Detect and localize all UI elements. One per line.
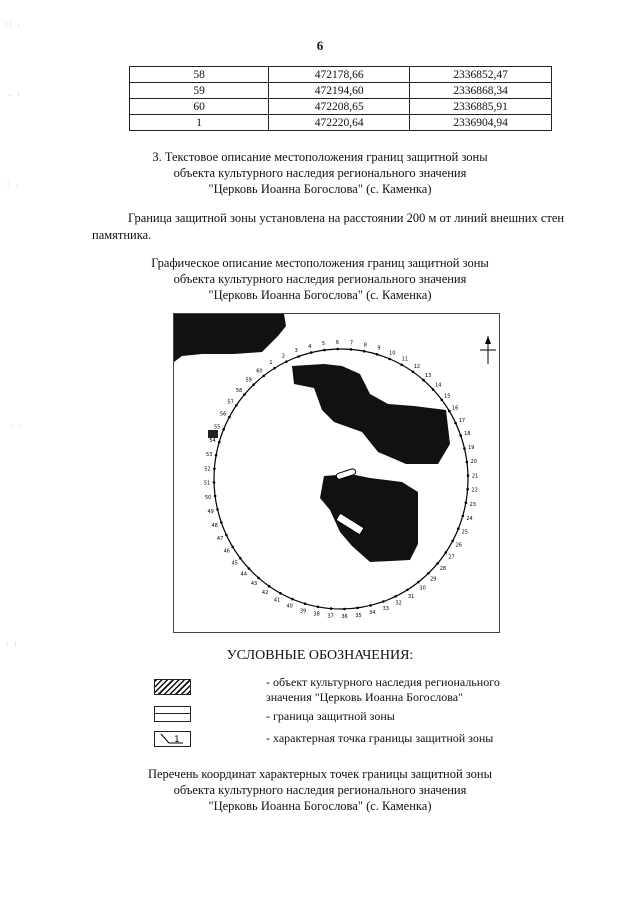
boundary-point-number: 42 [261,589,269,596]
boundary-point-number: 30 [419,585,426,592]
boundary-point-marker [369,604,372,607]
boundary-point-number: 56 [220,411,227,418]
boundary-point-marker [412,371,415,374]
boundary-point-marker [273,367,276,370]
boundary-point-number: 43 [250,581,258,588]
boundary-point-marker [336,348,339,351]
boundary-point-marker [350,348,353,351]
boundary-point-marker [432,388,435,391]
boundary-point-number: 29 [430,576,437,583]
graphic-description-heading [0,255,640,303]
graphic-heading-line: Графическое описание местоположения границ защитной зоны [151,256,489,270]
boundary-point-marker [235,404,238,407]
boundary-point-marker [451,540,454,543]
boundary-point-marker [466,461,469,464]
boundary-point-number: 24 [466,515,473,522]
x-coordinate-cell: 472194,60 [269,83,410,99]
boundary-point-marker [243,393,246,396]
boundary-point-marker [422,379,425,382]
point-number-cell: 58 [130,67,269,83]
scan-artifact: . . [10,420,23,428]
boundary-point-marker [262,375,265,378]
boundary-point-marker [285,360,288,363]
boundary-point-number: 3 [294,347,298,354]
coordinates-heading-line: "Церковь Иоанна Богослова" (с. Каменка) [208,799,432,813]
boundary-point-marker [228,416,231,419]
boundary-point-marker [317,606,320,609]
dark-area-building-lower [320,474,418,562]
boundary-description [92,210,592,244]
boundary-point-number: 11 [401,356,409,363]
boundary-point-marker [465,501,468,504]
boundary-point-number: 59 [245,377,252,384]
heritage-object-label [266,675,500,705]
boundary-point-number: 46 [223,548,230,555]
table-row [130,67,552,83]
boundary-point-number: 33 [382,606,389,613]
page-number: 6 [316,38,324,53]
boundary-point-number: 2 [281,353,285,360]
boundary-point-marker [215,454,218,457]
boundary-point-number: 39 [299,608,307,615]
boundary-point-marker [466,488,469,491]
boundary-point-number: 60 [256,368,263,375]
boundary-point-marker [323,349,326,352]
boundary-point-marker [231,546,234,549]
scan-artifact: . : [8,90,21,98]
boundary-point-marker [463,447,466,450]
legend-title: УСЛОВНЫЕ ОБОЗНАЧЕНИЯ: [226,648,414,663]
boundary-description-line: памятника. [92,228,152,242]
boundary-point-marker [467,474,470,477]
section-3-line: 3. Текстовое описание местоположения границ защитной зоны [152,150,488,164]
boundary-point-number: 49 [207,509,214,515]
boundary-point-number: 8 [363,342,367,349]
boundary-point-number: 21 [471,473,479,480]
dark-area-building-upper [292,364,450,464]
table-row [130,83,552,99]
boundary-point-marker [214,495,217,498]
boundary-point-number: 12 [413,364,421,371]
boundary-point-number: 40 [286,603,293,610]
boundary-point-number: 50 [205,494,212,501]
boundary-point-number: 28 [439,566,447,572]
zone-boundary-label: - граница защитной зоны [266,709,395,723]
boundary-point-icon [155,732,190,746]
x-coordinate-cell: 472208,65 [269,99,410,115]
boundary-point-number: 5 [321,341,326,348]
boundary-point-marker [388,358,391,361]
heritage-object-swatch [154,679,191,695]
boundary-point-marker [239,557,242,560]
boundary-point-marker [218,441,221,444]
legend-text: значения "Церковь Иоанна Богослова" [266,690,464,704]
boundary-point-number: 31 [407,593,415,600]
boundary-point-number: 36 [341,614,348,620]
boundary-point-number: 44 [240,571,247,578]
zone-boundary-swatch [154,706,191,722]
boundary-point-number: 14 [435,382,442,389]
boundary-point-marker [343,608,346,611]
boundary-point-marker [291,598,294,601]
boundary-point-number: 22 [471,487,478,494]
boundary-point-marker [427,572,430,575]
boundary-point-number: 51 [203,480,211,487]
boundary-point-marker [356,607,359,610]
boundary-point-number: 55 [214,424,221,431]
boundary-point-marker [330,607,333,610]
point-number-cell: 60 [130,99,269,115]
boundary-point-marker [297,355,300,358]
boundary-point-marker [279,592,282,595]
boundary-point-marker [440,399,443,402]
boundary-point-number: 19 [468,445,475,451]
boundary-point-swatch [154,731,191,747]
boundary-point-number: 47 [216,536,224,542]
boundary-point-number: 38 [313,611,320,618]
boundary-point-marker [454,422,457,425]
boundary-point-marker [462,515,465,518]
boundary-point-marker [216,508,219,511]
section-3-line: объекта культурного наследия регионального значения [173,166,467,180]
y-coordinate-cell: 2336868,34 [410,83,552,99]
boundary-point-number: 1 [174,735,180,745]
protection-zone-map [173,313,500,633]
y-coordinate-cell: 2336852,47 [410,67,552,83]
boundary-point-marker [448,410,451,413]
boundary-point-number: 17 [458,418,466,424]
boundary-point-number: 26 [455,542,462,549]
scan-artifact: :: . [4,20,21,28]
boundary-point-number: 35 [355,612,362,619]
boundary-point-number: 52 [204,466,211,473]
boundary-point-number: 13 [424,372,432,379]
boundary-point-marker [252,383,255,386]
graphic-heading-line: объекта культурного наследия регионального значения [173,272,467,286]
boundary-point-number: 34 [369,610,376,617]
table-row [130,115,552,131]
boundary-point-marker [310,351,313,354]
boundary-point-number: 4 [308,343,312,350]
boundary-point-number: 48 [211,522,218,529]
boundary-point-number: 23 [469,501,476,508]
boundary-point-marker [436,562,439,565]
boundary-point-number: 18 [464,431,471,438]
boundary-point-marker [459,434,462,437]
coordinates-table [129,66,552,131]
boundary-point-marker [457,527,460,530]
boundary-point-marker [363,350,366,353]
boundary-point-marker [225,534,228,537]
boundary-point-number: 10 [389,350,396,357]
coordinates-list-heading [0,766,640,814]
boundary-point-marker [213,468,216,471]
y-coordinate-cell: 2336904,94 [410,115,552,131]
boundary-point-marker [376,353,379,356]
boundary-point-marker [222,428,225,431]
map-canvas [174,314,499,632]
boundary-point-number: 54 [209,438,216,445]
boundary-point-marker [257,577,260,580]
boundary-point-number: 7 [349,340,354,347]
legend-text: - объект культурного наследия регионального [266,675,500,689]
boundary-point-number: 15 [444,393,451,400]
boundary-point-marker [400,363,403,366]
section-3-line: "Церковь Иоанна Богослова" (с. Каменка) [208,182,432,196]
boundary-point-number: 6 [335,340,340,346]
boundary-point-number: 58 [235,388,243,394]
boundary-point-number: 1 [269,360,273,367]
north-arrow-icon [480,336,496,364]
dark-area-top-left [174,314,286,362]
boundary-point-marker [406,589,409,592]
y-coordinate-cell: 2336885,91 [410,99,552,115]
section-3-heading [0,149,640,197]
boundary-point-marker [268,585,271,588]
boundary-point-number: 9 [377,345,381,352]
boundary-point-marker [220,521,223,524]
table-row [130,99,552,115]
boundary-point-marker [213,481,216,484]
coordinates-heading-line: Перечень координат характерных точек границы защитной зоны [147,767,493,781]
boundary-point-number: 27 [448,554,455,561]
boundary-point-marker [417,581,420,584]
boundary-point-number: 45 [231,560,238,567]
point-number-cell: 59 [130,83,269,99]
x-coordinate-cell: 472178,66 [269,67,410,83]
boundary-point-number: 53 [206,452,213,459]
boundary-description-line: Граница защитной зоны установлена на расстоянии 200 м от линий внешних стен [128,211,565,225]
boundary-point-marker [444,551,447,554]
scan-artifact: : : [5,640,18,648]
boundary-point-number: 37 [327,613,334,620]
boundary-point-number: 25 [461,529,468,536]
boundary-point-label: - характерная точка границы защитной зоны [266,731,494,745]
boundary-point-number: 16 [452,405,459,412]
boundary-point-number: 20 [470,459,477,466]
point-number-cell: 1 [130,115,269,131]
boundary-point-marker [394,595,397,598]
x-coordinate-cell: 472220,64 [269,115,410,131]
boundary-point-number: 32 [395,600,402,607]
scan-artifact: : . [6,180,19,188]
coordinates-heading-line: объекта культурного наследия регионального значения [173,783,467,797]
graphic-heading-line: "Церковь Иоанна Богослова" (с. Каменка) [208,288,432,302]
boundary-point-marker [248,567,251,570]
boundary-point-number: 41 [273,597,281,604]
small-dark-patch [208,430,218,438]
boundary-point-marker [382,600,385,603]
boundary-point-number: 57 [227,399,234,406]
boundary-point-marker [304,602,307,605]
